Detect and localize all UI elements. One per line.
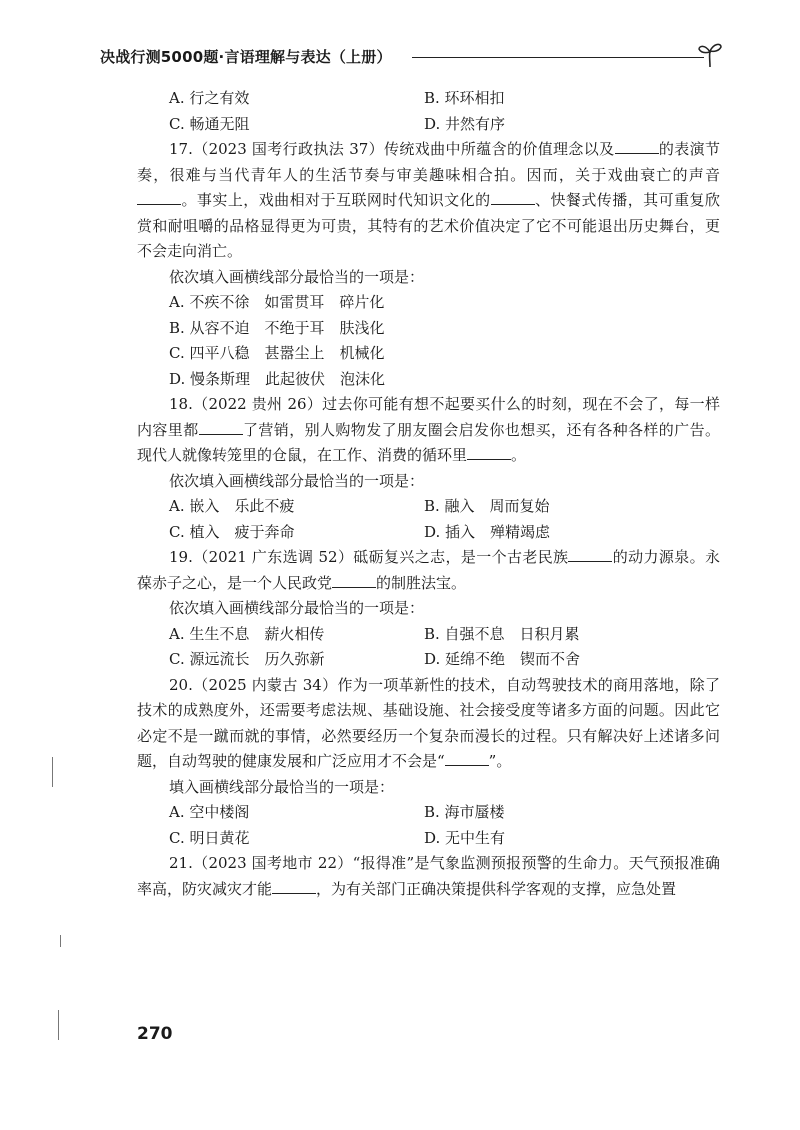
sprout-icon [696, 40, 724, 68]
question-text: 。 [511, 446, 527, 464]
option-choice: B. 自强不息 日积月累 [424, 624, 580, 643]
option-choice: C. 畅通无阻 [169, 114, 250, 133]
option-choice: B. 海市蜃楼 [424, 803, 505, 821]
header-rule [412, 57, 704, 58]
option-choice: C. 植入 疲于奔命 [169, 522, 295, 541]
option-choice: C. 明日黄花 [169, 828, 250, 847]
option-choice: D. 井然有序 [424, 114, 506, 133]
question-prompt: 依次填入画横线部分最恰当的一项是： [169, 599, 425, 617]
question-stem [137, 673, 720, 775]
question-list [137, 86, 720, 902]
option-row [137, 112, 720, 138]
option-line: B. 从容不迫 不绝于耳 肤浅化 [169, 318, 385, 337]
question-stem [137, 137, 720, 265]
option-choice: A. 生生不息 薪火相传 [169, 624, 325, 643]
option-choice: B. 环环相扣 [424, 89, 505, 107]
question-prompt: 依次填入画横线部分最恰当的一项是： [169, 267, 425, 286]
option-choice: A. 空中楼阁 [169, 803, 250, 821]
option-choice: B. 融入 周而复始 [424, 497, 550, 515]
question-text: ”。 [488, 752, 512, 770]
page-number: 270 [137, 1024, 173, 1044]
fill-blank [445, 751, 489, 766]
question-text: ，为有关部门正确决策提供科学客观的支撑，应急处置 [316, 879, 677, 898]
option-choice: D. 延绵不绝 锲而不舍 [424, 650, 581, 668]
question-stem [137, 545, 720, 596]
option-row [137, 86, 720, 112]
question-text: 19.（2021 广东选调 52）砥砺复兴之志，是一个古老民族 [169, 548, 569, 566]
option-choice: D. 插入 殚精竭虑 [424, 522, 551, 541]
fill-blank [568, 547, 612, 562]
question-stem [137, 851, 720, 902]
fill-blank [137, 190, 181, 205]
question-stem [137, 392, 720, 469]
fill-blank [615, 139, 659, 154]
question-prompt: 依次填入画横线部分最恰当的一项是： [169, 471, 425, 490]
question-text: 的表演节奏，很难与当代青年人的生活节奏与审美趣味相合拍。因而，关于戏曲衰亡的声音 [137, 140, 720, 184]
question-text: 、快餐式传播，其可重复欣赏和耐咀嚼的品格显得更为可贵，其特有的艺术价值决定了它不可能退出历史舞台，更不会走向消亡。 [137, 191, 720, 260]
option-line: C. 四平八稳 甚嚣尘上 机械化 [169, 344, 385, 362]
fill-blank [332, 573, 376, 588]
option-row [137, 622, 720, 648]
fill-blank [467, 445, 511, 460]
question-text: 20.（2025 内蒙古 34）作为一项革新性的技术，自动驾驶技术的商用落地，除了技术的成熟度外，还需要考虑法规、基础设施、社会接受度等诸多方面的问题。因此它必定不是一蹴而就的事情，必然要经历一个复杂而漫长的过程。只有解决好上述诸多问题，自动驾驶的健康发展和广泛应用才不会是“ [137, 675, 720, 770]
scan-mark [52, 757, 53, 787]
option-choice: C. 源远流长 历久弥新 [169, 650, 325, 668]
fill-blank [272, 879, 316, 894]
question-text: 的动力源泉。永葆赤子之心，是一个人民政党 [137, 548, 720, 592]
fill-blank [199, 420, 243, 435]
book-title: 决战行测5000题·言语理解与表达（上册） [100, 48, 392, 66]
question-text: 21.（2023 国考地市 22）“报得准”是气象监测预报预警的生命力。天气预报准确率高，防灾减灾才能 [137, 854, 720, 898]
running-header [100, 40, 720, 70]
scan-mark [60, 935, 61, 947]
option-row [137, 800, 720, 826]
option-choice: D. 无中生有 [424, 828, 506, 847]
fill-blank [491, 190, 535, 205]
option-row [137, 647, 720, 673]
question-text: 的制胜法宝。 [376, 573, 467, 592]
question-prompt: 填入画横线部分最恰当的一项是： [169, 777, 395, 796]
scan-mark [58, 1010, 59, 1040]
question-text: 18.（2022 贵州 26）过去你可能有想不起要买什么的时刻，现在不会了，每一样内容里都 [137, 395, 720, 439]
option-choice: A. 行之有效 [169, 89, 250, 107]
question-text: 17.（2023 国考行政执法 37）传统戏曲中所蕴含的价值理念以及 [169, 140, 615, 158]
option-line: A. 不疾不徐 如雷贯耳 碎片化 [169, 293, 385, 311]
option-row [137, 494, 720, 520]
option-choice: A. 嵌入 乐此不疲 [169, 497, 295, 515]
question-text: 了营销，别人购物发了朋友圈会启发你也想买，还有各种各样的广告。现代人就像转笼里的仓鼠，在工作、消费的循环里 [137, 420, 720, 464]
option-row [137, 826, 720, 852]
option-line: D. 慢条斯理 此起彼伏 泡沫化 [169, 369, 386, 388]
question-text: 。事实上，戏曲相对于互联网时代知识文化的 [181, 191, 491, 209]
option-row [137, 520, 720, 546]
